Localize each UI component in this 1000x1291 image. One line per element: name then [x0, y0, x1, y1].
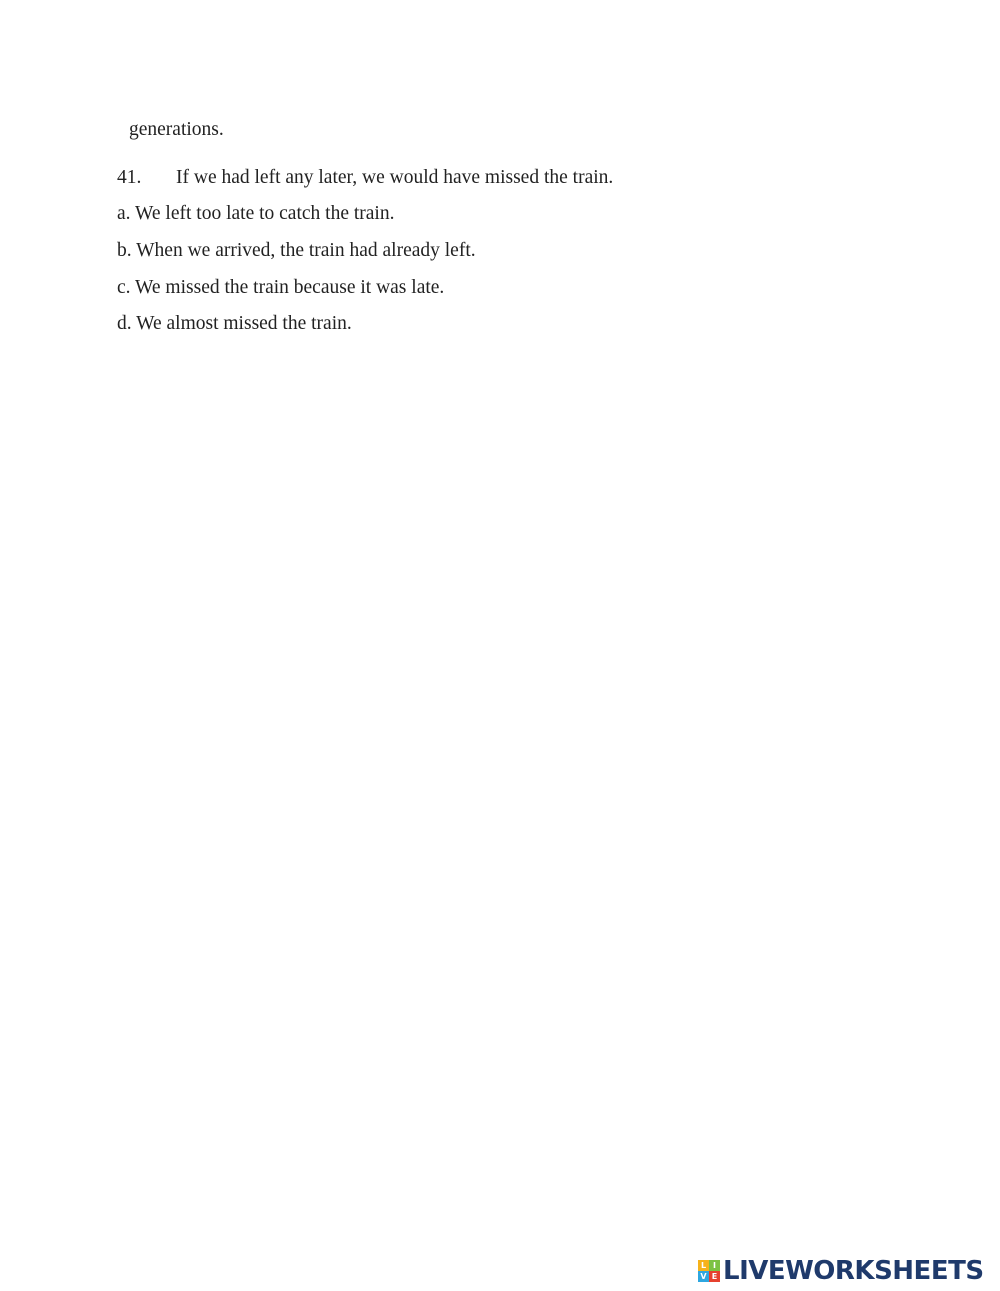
logo-mark-letter: I: [709, 1260, 720, 1271]
continuation-text: generations.: [129, 119, 224, 140]
logo-mark-letter: E: [709, 1271, 720, 1282]
option-c[interactable]: c. We missed the train because it was late.: [117, 277, 445, 298]
question-text: If we had left any later, we would have missed the train.: [176, 167, 614, 188]
logo-mark-letter: V: [698, 1271, 709, 1282]
logo-wordmark: LIVEWORKSHEETS: [723, 1256, 984, 1286]
option-b[interactable]: b. When we arrived, the train had already left.: [117, 240, 476, 261]
question-number: 41.: [117, 167, 142, 188]
logo-mark-icon: [698, 1260, 720, 1282]
option-d[interactable]: d. We almost missed the train.: [117, 313, 352, 334]
option-a[interactable]: a. We left too late to catch the train.: [117, 203, 395, 224]
liveworksheets-logo: [698, 1256, 984, 1286]
logo-mark-letter: L: [698, 1260, 709, 1271]
